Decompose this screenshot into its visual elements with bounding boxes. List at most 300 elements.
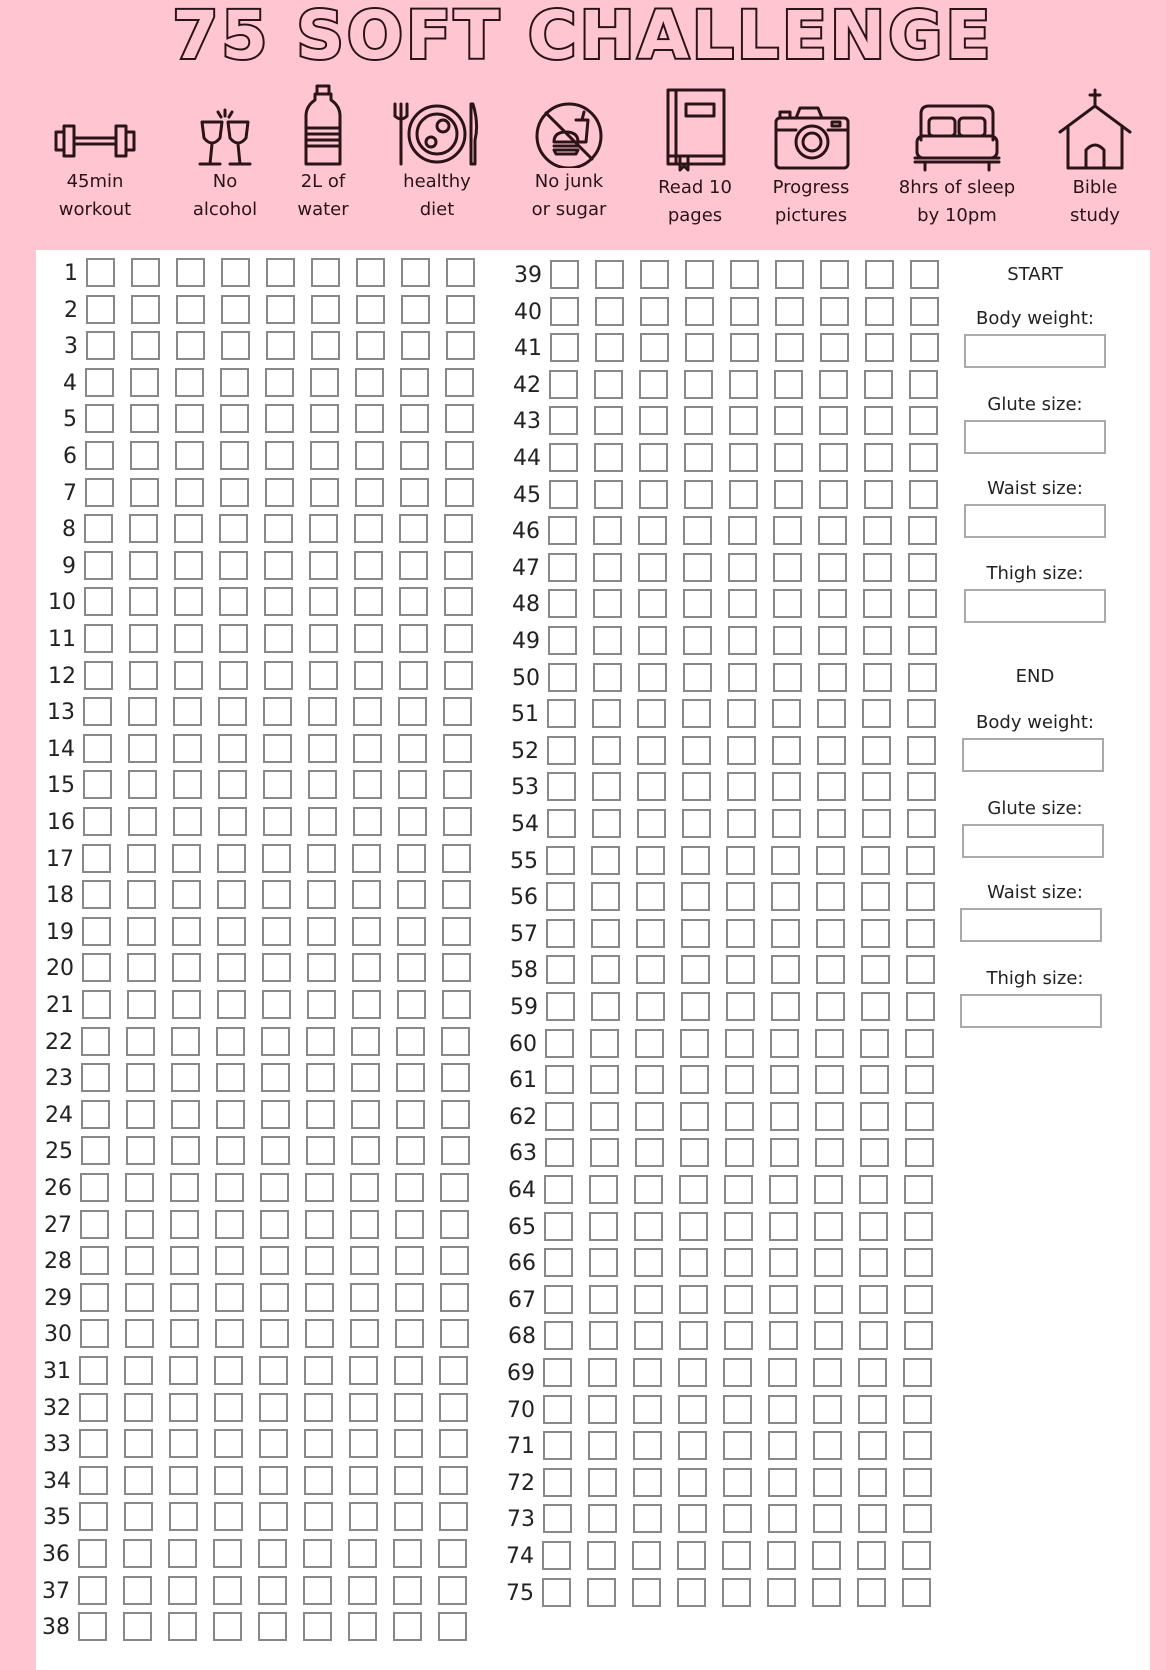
habit-checkbox[interactable] (771, 919, 800, 948)
habit-checkbox[interactable] (772, 736, 801, 765)
habit-checkbox[interactable] (307, 880, 336, 909)
habit-checkbox[interactable] (176, 331, 205, 360)
habit-checkbox[interactable] (304, 1393, 333, 1422)
habit-checkbox[interactable] (125, 1283, 154, 1312)
habit-checkbox[interactable] (309, 587, 338, 616)
habit-checkbox[interactable] (397, 844, 426, 873)
habit-checkbox[interactable] (131, 331, 160, 360)
habit-checkbox[interactable] (174, 551, 203, 580)
habit-checkbox[interactable] (905, 1065, 934, 1094)
habit-checkbox[interactable] (544, 1321, 573, 1350)
habit-checkbox[interactable] (441, 1063, 470, 1092)
habit-checkbox[interactable] (774, 370, 803, 399)
habit-checkbox[interactable] (348, 1576, 377, 1605)
habit-checkbox[interactable] (548, 626, 577, 655)
habit-checkbox[interactable] (131, 258, 160, 287)
start-glute-size-field[interactable] (964, 420, 1106, 454)
habit-checkbox[interactable] (905, 1102, 934, 1131)
habit-checkbox[interactable] (356, 295, 385, 324)
habit-checkbox[interactable] (443, 807, 472, 836)
habit-checkbox[interactable] (215, 1283, 244, 1312)
habit-checkbox[interactable] (772, 809, 801, 838)
habit-checkbox[interactable] (767, 1541, 796, 1570)
habit-checkbox[interactable] (906, 846, 935, 875)
habit-checkbox[interactable] (260, 1210, 289, 1239)
habit-checkbox[interactable] (595, 297, 624, 326)
habit-checkbox[interactable] (588, 1504, 617, 1533)
habit-checkbox[interactable] (444, 661, 473, 690)
habit-checkbox[interactable] (633, 1358, 662, 1387)
habit-checkbox[interactable] (169, 1466, 198, 1495)
habit-checkbox[interactable] (587, 1541, 616, 1570)
habit-checkbox[interactable] (682, 699, 711, 728)
habit-checkbox[interactable] (175, 404, 204, 433)
habit-checkbox[interactable] (639, 443, 668, 472)
habit-checkbox[interactable] (85, 404, 114, 433)
habit-checkbox[interactable] (439, 1502, 468, 1531)
habit-checkbox[interactable] (170, 1283, 199, 1312)
habit-checkbox[interactable] (545, 1138, 574, 1167)
habit-checkbox[interactable] (174, 587, 203, 616)
habit-checkbox[interactable] (85, 478, 114, 507)
habit-checkbox[interactable] (221, 258, 250, 287)
habit-checkbox[interactable] (865, 333, 894, 362)
habit-checkbox[interactable] (350, 1283, 379, 1312)
habit-checkbox[interactable] (681, 955, 710, 984)
habit-checkbox[interactable] (637, 699, 666, 728)
habit-checkbox[interactable] (858, 1468, 887, 1497)
habit-checkbox[interactable] (399, 624, 428, 653)
habit-checkbox[interactable] (215, 1173, 244, 1202)
habit-checkbox[interactable] (680, 1065, 709, 1094)
habit-checkbox[interactable] (266, 331, 295, 360)
habit-checkbox[interactable] (813, 1358, 842, 1387)
habit-checkbox[interactable] (85, 441, 114, 470)
habit-checkbox[interactable] (544, 1285, 573, 1314)
habit-checkbox[interactable] (817, 809, 846, 838)
habit-checkbox[interactable] (772, 772, 801, 801)
habit-checkbox[interactable] (444, 624, 473, 653)
habit-checkbox[interactable] (906, 919, 935, 948)
habit-checkbox[interactable] (124, 1429, 153, 1458)
habit-checkbox[interactable] (310, 404, 339, 433)
habit-checkbox[interactable] (863, 589, 892, 618)
habit-checkbox[interactable] (861, 882, 890, 911)
habit-checkbox[interactable] (123, 1612, 152, 1641)
habit-checkbox[interactable] (588, 1468, 617, 1497)
habit-checkbox[interactable] (632, 1578, 661, 1607)
habit-checkbox[interactable] (401, 331, 430, 360)
habit-checkbox[interactable] (262, 953, 291, 982)
habit-checkbox[interactable] (729, 406, 758, 435)
habit-checkbox[interactable] (723, 1395, 752, 1424)
habit-checkbox[interactable] (591, 846, 620, 875)
habit-checkbox[interactable] (681, 919, 710, 948)
habit-checkbox[interactable] (904, 1285, 933, 1314)
habit-checkbox[interactable] (353, 770, 382, 799)
habit-checkbox[interactable] (591, 919, 620, 948)
habit-checkbox[interactable] (637, 809, 666, 838)
habit-checkbox[interactable] (175, 441, 204, 470)
habit-checkbox[interactable] (860, 1029, 889, 1058)
habit-checkbox[interactable] (123, 1539, 152, 1568)
habit-checkbox[interactable] (395, 1283, 424, 1312)
habit-checkbox[interactable] (354, 661, 383, 690)
habit-checkbox[interactable] (129, 624, 158, 653)
habit-checkbox[interactable] (815, 1102, 844, 1131)
habit-checkbox[interactable] (445, 441, 474, 470)
habit-checkbox[interactable] (128, 697, 157, 726)
habit-checkbox[interactable] (725, 1029, 754, 1058)
habit-checkbox[interactable] (216, 1136, 245, 1165)
habit-checkbox[interactable] (169, 1429, 198, 1458)
habit-checkbox[interactable] (444, 551, 473, 580)
habit-checkbox[interactable] (635, 1138, 664, 1167)
habit-checkbox[interactable] (775, 260, 804, 289)
habit-checkbox[interactable] (770, 1065, 799, 1094)
habit-checkbox[interactable] (813, 1395, 842, 1424)
habit-checkbox[interactable] (399, 514, 428, 543)
habit-checkbox[interactable] (549, 443, 578, 472)
habit-checkbox[interactable] (546, 955, 575, 984)
habit-checkbox[interactable] (908, 589, 937, 618)
habit-checkbox[interactable] (348, 1612, 377, 1641)
habit-checkbox[interactable] (909, 443, 938, 472)
habit-checkbox[interactable] (859, 1321, 888, 1350)
habit-checkbox[interactable] (352, 990, 381, 1019)
habit-checkbox[interactable] (263, 734, 292, 763)
habit-checkbox[interactable] (769, 1248, 798, 1277)
habit-checkbox[interactable] (128, 770, 157, 799)
habit-checkbox[interactable] (592, 699, 621, 728)
habit-checkbox[interactable] (264, 514, 293, 543)
habit-checkbox[interactable] (771, 992, 800, 1021)
habit-checkbox[interactable] (169, 1393, 198, 1422)
habit-checkbox[interactable] (400, 368, 429, 397)
habit-checkbox[interactable] (306, 1027, 335, 1056)
habit-checkbox[interactable] (356, 331, 385, 360)
habit-checkbox[interactable] (215, 1319, 244, 1348)
habit-checkbox[interactable] (355, 404, 384, 433)
habit-checkbox[interactable] (547, 772, 576, 801)
habit-checkbox[interactable] (593, 663, 622, 692)
habit-checkbox[interactable] (685, 260, 714, 289)
habit-checkbox[interactable] (394, 1502, 423, 1531)
habit-checkbox[interactable] (398, 734, 427, 763)
habit-checkbox[interactable] (440, 1319, 469, 1348)
habit-checkbox[interactable] (305, 1246, 334, 1275)
habit-checkbox[interactable] (304, 1502, 333, 1531)
habit-checkbox[interactable] (310, 478, 339, 507)
habit-checkbox[interactable] (84, 551, 113, 580)
habit-checkbox[interactable] (592, 809, 621, 838)
habit-checkbox[interactable] (216, 1027, 245, 1056)
habit-checkbox[interactable] (634, 1248, 663, 1277)
habit-checkbox[interactable] (214, 1356, 243, 1385)
habit-checkbox[interactable] (546, 919, 575, 948)
habit-checkbox[interactable] (444, 514, 473, 543)
habit-checkbox[interactable] (595, 333, 624, 362)
habit-checkbox[interactable] (217, 844, 246, 873)
habit-checkbox[interactable] (636, 919, 665, 948)
habit-checkbox[interactable] (129, 514, 158, 543)
habit-checkbox[interactable] (395, 1319, 424, 1348)
habit-checkbox[interactable] (393, 1576, 422, 1605)
habit-checkbox[interactable] (220, 478, 249, 507)
habit-checkbox[interactable] (353, 807, 382, 836)
habit-checkbox[interactable] (264, 587, 293, 616)
habit-checkbox[interactable] (820, 333, 849, 362)
habit-checkbox[interactable] (262, 844, 291, 873)
habit-checkbox[interactable] (439, 1466, 468, 1495)
habit-checkbox[interactable] (544, 1175, 573, 1204)
habit-checkbox[interactable] (214, 1393, 243, 1422)
habit-checkbox[interactable] (441, 1100, 470, 1129)
habit-checkbox[interactable] (548, 589, 577, 618)
habit-checkbox[interactable] (636, 955, 665, 984)
habit-checkbox[interactable] (815, 1029, 844, 1058)
habit-checkbox[interactable] (816, 955, 845, 984)
end-waist-size-field[interactable] (960, 908, 1102, 942)
habit-checkbox[interactable] (82, 844, 111, 873)
habit-checkbox[interactable] (728, 589, 757, 618)
habit-checkbox[interactable] (684, 370, 713, 399)
habit-checkbox[interactable] (397, 953, 426, 982)
habit-checkbox[interactable] (593, 626, 622, 655)
habit-checkbox[interactable] (398, 770, 427, 799)
habit-checkbox[interactable] (400, 441, 429, 470)
habit-checkbox[interactable] (440, 1246, 469, 1275)
habit-checkbox[interactable] (219, 514, 248, 543)
habit-checkbox[interactable] (819, 443, 848, 472)
habit-checkbox[interactable] (350, 1319, 379, 1348)
habit-checkbox[interactable] (81, 1063, 110, 1092)
habit-checkbox[interactable] (767, 1578, 796, 1607)
habit-checkbox[interactable] (171, 1063, 200, 1092)
habit-checkbox[interactable] (859, 1285, 888, 1314)
habit-checkbox[interactable] (355, 441, 384, 470)
habit-checkbox[interactable] (813, 1468, 842, 1497)
habit-checkbox[interactable] (260, 1319, 289, 1348)
habit-checkbox[interactable] (168, 1539, 197, 1568)
habit-checkbox[interactable] (168, 1612, 197, 1641)
habit-checkbox[interactable] (171, 1027, 200, 1056)
habit-checkbox[interactable] (125, 1210, 154, 1239)
habit-checkbox[interactable] (397, 917, 426, 946)
habit-checkbox[interactable] (311, 258, 340, 287)
habit-checkbox[interactable] (84, 661, 113, 690)
habit-checkbox[interactable] (820, 297, 849, 326)
habit-checkbox[interactable] (81, 1100, 110, 1129)
habit-checkbox[interactable] (442, 953, 471, 982)
habit-checkbox[interactable] (638, 553, 667, 582)
habit-checkbox[interactable] (266, 258, 295, 287)
habit-checkbox[interactable] (129, 587, 158, 616)
habit-checkbox[interactable] (83, 734, 112, 763)
start-waist-size-field[interactable] (964, 504, 1106, 538)
habit-checkbox[interactable] (817, 772, 846, 801)
habit-checkbox[interactable] (84, 587, 113, 616)
habit-checkbox[interactable] (350, 1210, 379, 1239)
habit-checkbox[interactable] (82, 990, 111, 1019)
habit-checkbox[interactable] (261, 1100, 290, 1129)
habit-checkbox[interactable] (170, 1319, 199, 1348)
habit-checkbox[interactable] (86, 331, 115, 360)
habit-checkbox[interactable] (127, 844, 156, 873)
habit-checkbox[interactable] (640, 333, 669, 362)
habit-checkbox[interactable] (440, 1173, 469, 1202)
habit-checkbox[interactable] (354, 587, 383, 616)
habit-checkbox[interactable] (860, 1102, 889, 1131)
habit-checkbox[interactable] (351, 1063, 380, 1092)
habit-checkbox[interactable] (218, 734, 247, 763)
habit-checkbox[interactable] (593, 553, 622, 582)
habit-checkbox[interactable] (354, 624, 383, 653)
habit-checkbox[interactable] (550, 333, 579, 362)
habit-checkbox[interactable] (438, 1539, 467, 1568)
habit-checkbox[interactable] (84, 624, 113, 653)
habit-checkbox[interactable] (442, 880, 471, 909)
habit-checkbox[interactable] (634, 1321, 663, 1350)
habit-checkbox[interactable] (125, 1246, 154, 1275)
habit-checkbox[interactable] (591, 992, 620, 1021)
habit-checkbox[interactable] (306, 1063, 335, 1092)
habit-checkbox[interactable] (726, 882, 755, 911)
habit-checkbox[interactable] (351, 1100, 380, 1129)
habit-checkbox[interactable] (680, 1029, 709, 1058)
habit-checkbox[interactable] (217, 990, 246, 1019)
habit-checkbox[interactable] (818, 663, 847, 692)
habit-checkbox[interactable] (310, 368, 339, 397)
habit-checkbox[interactable] (729, 443, 758, 472)
habit-checkbox[interactable] (258, 1539, 287, 1568)
habit-checkbox[interactable] (264, 624, 293, 653)
habit-checkbox[interactable] (818, 589, 847, 618)
habit-checkbox[interactable] (769, 1212, 798, 1241)
habit-checkbox[interactable] (440, 1283, 469, 1312)
habit-checkbox[interactable] (640, 297, 669, 326)
habit-checkbox[interactable] (78, 1539, 107, 1568)
habit-checkbox[interactable] (440, 1210, 469, 1239)
habit-checkbox[interactable] (683, 663, 712, 692)
habit-checkbox[interactable] (593, 589, 622, 618)
habit-checkbox[interactable] (727, 736, 756, 765)
habit-checkbox[interactable] (217, 953, 246, 982)
habit-checkbox[interactable] (679, 1175, 708, 1204)
habit-checkbox[interactable] (858, 1504, 887, 1533)
habit-checkbox[interactable] (309, 551, 338, 580)
habit-checkbox[interactable] (682, 809, 711, 838)
habit-checkbox[interactable] (311, 331, 340, 360)
habit-checkbox[interactable] (678, 1504, 707, 1533)
habit-checkbox[interactable] (902, 1541, 931, 1570)
habit-checkbox[interactable] (353, 734, 382, 763)
habit-checkbox[interactable] (262, 917, 291, 946)
habit-checkbox[interactable] (683, 589, 712, 618)
habit-checkbox[interactable] (221, 331, 250, 360)
habit-checkbox[interactable] (174, 514, 203, 543)
habit-checkbox[interactable] (635, 1029, 664, 1058)
habit-checkbox[interactable] (258, 1576, 287, 1605)
habit-checkbox[interactable] (79, 1356, 108, 1385)
habit-checkbox[interactable] (903, 1358, 932, 1387)
habit-checkbox[interactable] (633, 1395, 662, 1424)
habit-checkbox[interactable] (592, 772, 621, 801)
habit-checkbox[interactable] (83, 770, 112, 799)
habit-checkbox[interactable] (768, 1358, 797, 1387)
habit-checkbox[interactable] (401, 295, 430, 324)
habit-checkbox[interactable] (82, 953, 111, 982)
habit-checkbox[interactable] (635, 1065, 664, 1094)
habit-checkbox[interactable] (903, 1431, 932, 1460)
habit-checkbox[interactable] (862, 736, 891, 765)
habit-checkbox[interactable] (394, 1356, 423, 1385)
habit-checkbox[interactable] (637, 736, 666, 765)
habit-checkbox[interactable] (637, 772, 666, 801)
habit-checkbox[interactable] (819, 370, 848, 399)
habit-checkbox[interactable] (85, 368, 114, 397)
habit-checkbox[interactable] (350, 1246, 379, 1275)
habit-checkbox[interactable] (307, 990, 336, 1019)
habit-checkbox[interactable] (816, 846, 845, 875)
habit-checkbox[interactable] (259, 1502, 288, 1531)
habit-checkbox[interactable] (724, 1248, 753, 1277)
habit-checkbox[interactable] (124, 1466, 153, 1495)
habit-checkbox[interactable] (908, 626, 937, 655)
habit-checkbox[interactable] (266, 295, 295, 324)
habit-checkbox[interactable] (349, 1393, 378, 1422)
habit-checkbox[interactable] (82, 880, 111, 909)
habit-checkbox[interactable] (441, 1136, 470, 1165)
habit-checkbox[interactable] (772, 699, 801, 728)
habit-checkbox[interactable] (816, 992, 845, 1021)
habit-checkbox[interactable] (590, 1138, 619, 1167)
habit-checkbox[interactable] (349, 1502, 378, 1531)
habit-checkbox[interactable] (261, 1063, 290, 1092)
habit-checkbox[interactable] (444, 587, 473, 616)
habit-checkbox[interactable] (817, 736, 846, 765)
habit-checkbox[interactable] (906, 992, 935, 1021)
habit-checkbox[interactable] (303, 1612, 332, 1641)
habit-checkbox[interactable] (83, 807, 112, 836)
habit-checkbox[interactable] (863, 553, 892, 582)
habit-checkbox[interactable] (861, 955, 890, 984)
habit-checkbox[interactable] (443, 734, 472, 763)
habit-checkbox[interactable] (725, 1065, 754, 1094)
habit-checkbox[interactable] (819, 406, 848, 435)
habit-checkbox[interactable] (124, 1393, 153, 1422)
habit-checkbox[interactable] (303, 1539, 332, 1568)
habit-checkbox[interactable] (861, 846, 890, 875)
habit-checkbox[interactable] (814, 1175, 843, 1204)
habit-checkbox[interactable] (79, 1502, 108, 1531)
habit-checkbox[interactable] (591, 955, 620, 984)
habit-checkbox[interactable] (171, 1136, 200, 1165)
habit-checkbox[interactable] (775, 333, 804, 362)
habit-checkbox[interactable] (812, 1541, 841, 1570)
habit-checkbox[interactable] (443, 770, 472, 799)
habit-checkbox[interactable] (173, 807, 202, 836)
habit-checkbox[interactable] (726, 846, 755, 875)
habit-checkbox[interactable] (770, 1102, 799, 1131)
habit-checkbox[interactable] (725, 1138, 754, 1167)
habit-checkbox[interactable] (129, 551, 158, 580)
habit-checkbox[interactable] (265, 478, 294, 507)
habit-checkbox[interactable] (305, 1319, 334, 1348)
habit-checkbox[interactable] (176, 258, 205, 287)
habit-checkbox[interactable] (397, 880, 426, 909)
habit-checkbox[interactable] (127, 917, 156, 946)
